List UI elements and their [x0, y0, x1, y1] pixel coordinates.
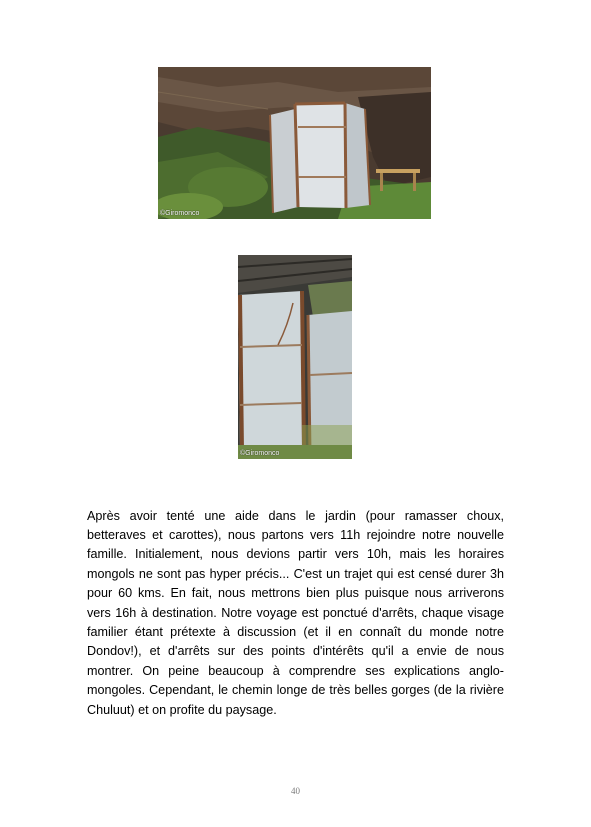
photo-credit: ©Giromonco: [160, 210, 200, 217]
greenhouse-door-photo: [238, 255, 352, 459]
photo-credit: ©Giromonco: [240, 450, 280, 457]
body-paragraph: Après avoir tenté une aide dans le jardin (pour ramasser choux, betteraves et carottes), nous partons vers 11h rejoindre notre nouvelle famille. Initialement, nous devions partir vers 10h, mais les horaires mongols ne sont pas hyper précis... C'est un trajet qui est censé durer 3h pour 60 kms. En fait, nous mettrons bien plus puisque nous arriverons vers 16h à destination. Notre voyage est ponctué d'arrêts, chaque visage familier étant prétexte à discussion (et il en connaît du monde notre Dondov!), et d'arrêts sur des points d'intérêts qu'il a envie de nous montrer. On peine beaucoup à comprendre ses explications anglo-mongoles. Cependant, le chemin longe de très belles gorges (de la rivière Chuluut) et on profite du paysage.: [87, 508, 504, 717]
page-number: 40: [291, 786, 300, 796]
greenhouse-photo: [158, 67, 431, 219]
